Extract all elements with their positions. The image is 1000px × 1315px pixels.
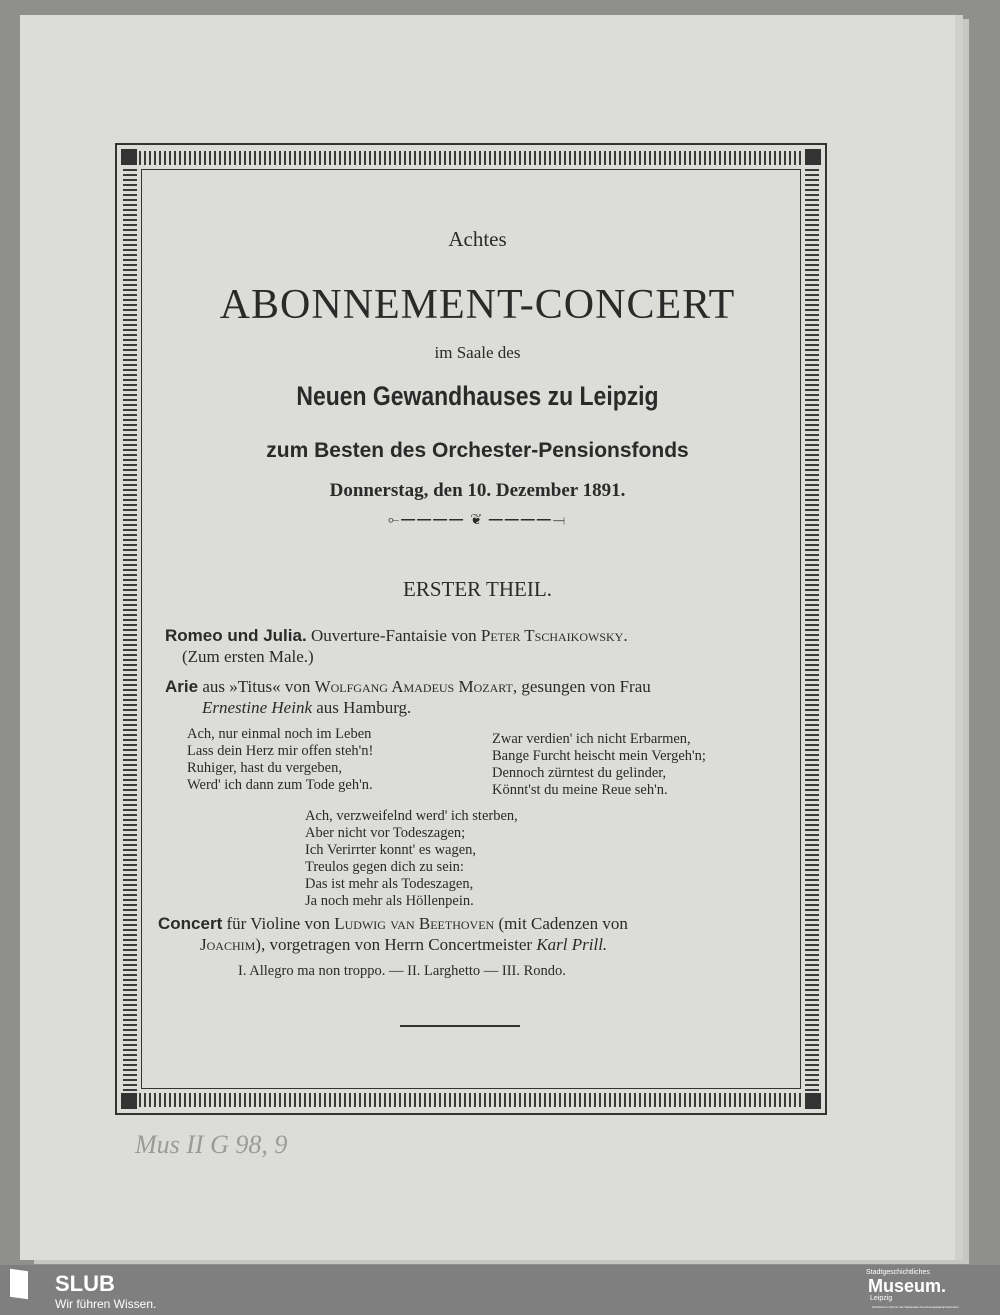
shelfmark: Mus II G 98, 9 xyxy=(135,1130,288,1159)
ornament-divider: ⟜━━━━ ❦ ━━━━⟞ xyxy=(387,513,568,528)
ordinal: Achtes xyxy=(448,227,507,251)
partner-city: Leipzig xyxy=(870,1295,893,1302)
movements: I. Allegro ma non troppo. — II. Larghetto — III. Rondo. xyxy=(238,963,566,979)
program-performer: Ernestine Heink aus Hamburg. xyxy=(202,698,412,717)
program-note: (Zum ersten Male.) xyxy=(182,647,314,666)
venue: Neuen Gewandhauses zu Leipzig xyxy=(296,381,659,411)
slub-logo-icon xyxy=(10,1269,28,1300)
poem-right: Zwar verdien' ich nicht Erbarmen, Bange Furcht heischt mein Vergeh'n; Dennoch zürntest du gelinder, Könnt'st du meine Reue seh'n. xyxy=(492,731,706,798)
footer-bar xyxy=(0,1265,1000,1315)
program-performer-2: Joachim), vorgetragen von Herrn Concertmeister Karl Prill. xyxy=(200,935,608,954)
page-title: ABONNEMENT-CONCERT xyxy=(219,282,736,328)
program-item-1: Romeo und Julia. Ouverture-Fantaisie von Peter Tschaikowsky. xyxy=(165,626,628,645)
slub-tagline: Wir führen Wissen. xyxy=(55,1297,157,1311)
poem-left: Ach, nur einmal noch im Leben Lass dein Herz mir offen steh'n! Ruhiger, hast du vergeben, Werd' ich dann zum Tode geh'n. xyxy=(187,726,374,793)
partner-logo[interactable]: Museum. xyxy=(868,1276,947,1296)
program-item-3: Concert für Violine von Ludwig van Beethoven (mit Cadenzen von xyxy=(158,914,628,933)
document-page xyxy=(20,15,955,1260)
partner-note: Zertifizierter Partner der Nationalen Forschungsdateninfrastruktur xyxy=(872,1305,959,1309)
partner-small: Stadtgeschichtliches xyxy=(866,1269,930,1276)
section-heading: ERSTER THEIL. xyxy=(403,577,552,601)
date: Donnerstag, den 10. Dezember 1891. xyxy=(329,480,626,501)
slub-brand[interactable]: SLUB xyxy=(55,1271,115,1296)
poem-center: Ach, verzweifelnd werd' ich sterben, Aber nicht vor Todeszagen; Ich Verirrter konnt' es wagen, Treulos gegen dich zu sein: Das ist mehr als Todeszagen, Ja noch mehr als Höllenpein. xyxy=(305,808,518,909)
program-item-2: Arie aus »Titus« von Wolfgang Amadeus Mozart, gesungen von Frau xyxy=(165,677,651,696)
end-rule xyxy=(400,1025,520,1027)
venue-prefix: im Saale des xyxy=(434,343,521,362)
purpose: zum Besten des Orchester-Pensionsfonds xyxy=(266,439,689,462)
